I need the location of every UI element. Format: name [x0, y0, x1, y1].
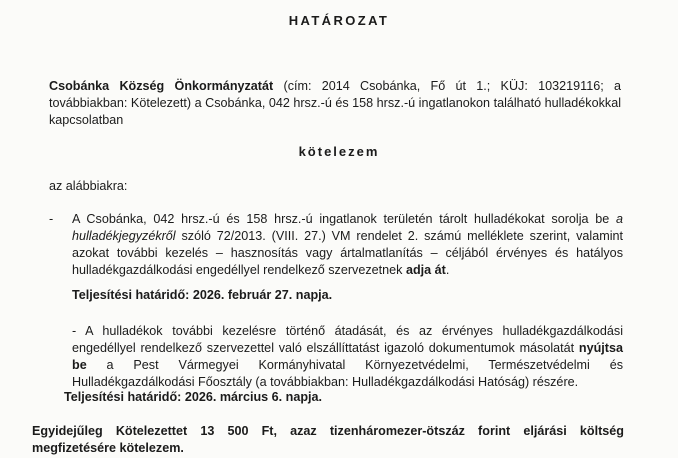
obligation-item-1: [49, 211, 623, 279]
item2-text-a: - A hulladékok további kezelésre történő átadását, és az érvényes hulladékgazdálkodási engedéllyel rendelkező szervezettel való elszállíttatást igazoló dokumentumok másolatát: [72, 324, 623, 355]
deadline-2: Teljesítési határidő: 2026. március 6. napja.: [64, 390, 323, 404]
intro-text: az alábbiakra:: [49, 179, 128, 193]
item2-bold: nyújtsa be: [72, 341, 623, 372]
item2-text-b: a Pest Vármegyei Kormányhivatal Környezetvédelmi, Természetvédelmi és Hulladékgazdálkodási Főosztály (a továbbiakban: Hulladékgazdálkodási Hatóság) részére.: [72, 358, 623, 389]
obligation-item-2: [72, 323, 623, 391]
item1-italic: a hulladékjegyzékről: [72, 212, 623, 243]
obligation-verb: kötelezem: [298, 144, 380, 159]
item1-text-a: A Csobánka, 042 hrsz.-ú és 158 hrsz.-ú ingatlanok területén tárolt hulladékokat sorolja be: [72, 212, 616, 226]
item1-text-b: szóló 72/2013. (VIII. 27.) VM rendelet 2. számú melléklete szerint, valamint azokat további kezelés – hasznosítás vagy ártalmatlanítás – céljából érvényes és hatályos hulladékgazdálkodási engedéllyel rendelkező szervezetnek: [72, 229, 623, 277]
obligation-item-1-text: [72, 211, 623, 279]
deadline-1: Teljesítési határidő: 2026. február 27. napja.: [72, 288, 333, 302]
cost-paragraph: Egyidejűleg Kötelezettet 13 500 Ft, azaz tizenháromezer-ötszáz forint eljárási költség megfizetésére kötelezem.: [32, 424, 624, 455]
item1-text-end: .: [445, 263, 450, 277]
obligee-paragraph: [49, 78, 621, 129]
obligee-details: (cím: 2014 Csobánka, Fő út 1.; KÜJ: 103219116; a továbbiakban: Kötelezett) a Csobánka, 042 hrsz.-ú és 158 hrsz.-ú ingatlanokon található hulladékokkal kapcsolatban: [49, 79, 622, 127]
list-dash: -: [49, 212, 54, 226]
obligee-name: Csobánka Község Önkormányzatát: [49, 79, 274, 93]
document-title: HATÁROZAT: [288, 13, 390, 28]
item1-bold: adja át: [405, 263, 446, 277]
